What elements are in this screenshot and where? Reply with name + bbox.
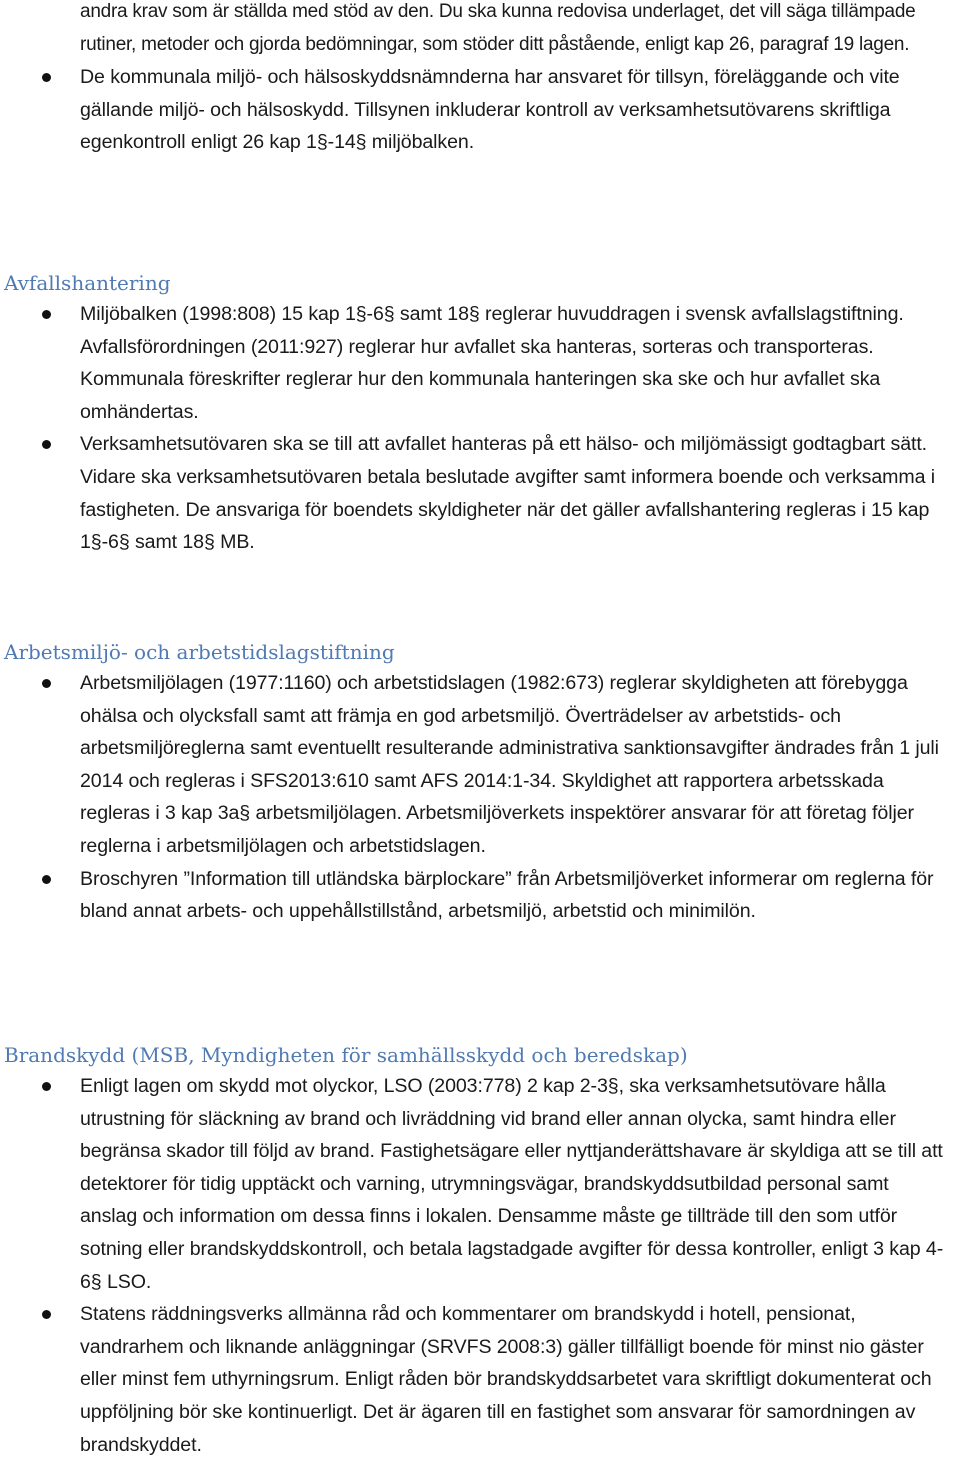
list-item-text: Statens räddningsverks allmänna råd och kommentarer om brandskydd i hotell, pensionat, vandrarhem och liknande anläggningar (SRVFS 2008:3) gäller tillfälligt boende för minst nio gäster eller minst fem uthyrningsrum. Enligt råden bör brandskyddsarbetet vara skriftligt dokumenterat och uppföljning bör ske kontinuerligt. Det är ägaren till en fastighet som ansvarar för samordningen av brandskyddet. bbox=[80, 1303, 932, 1456]
list-item-text: Miljöbalken (1998:808) 15 kap 1§-6§ samt 18§ reglerar huvuddragen i svensk avfallslagstiftning. Avfallsförordningen (2011:927) reglerar hur avfallet ska hanteras, sorteras och transporteras. Kommunala föreskrifter reglerar hur den kommunala hanteringen ska ske och hur avfallet ska omhändertas. bbox=[80, 303, 904, 423]
bullet-icon bbox=[42, 73, 51, 82]
section-heading: Avfallshantering bbox=[4, 271, 171, 295]
section-bullet-list bbox=[0, 667, 960, 928]
section-bullet-list bbox=[0, 1070, 960, 1461]
bullet-icon bbox=[42, 1310, 51, 1319]
bullet-icon bbox=[42, 310, 51, 319]
continuation-paragraph: andra krav som är ställda med stöd av den. Du ska kunna redovisa underlaget, det vill säga tillämpade rutiner, metoder och gjorda bedömningar, som stöder ditt påstående, enligt kap 26, paragraf 19 lagen. bbox=[80, 1, 916, 55]
list-item bbox=[0, 298, 960, 428]
list-item-text: Enligt lagen om skydd mot olyckor, LSO (2003:778) 2 kap 2-3§, ska verksamhetsutövare hålla utrustning för släckning av brand och livräddning vid brand eller annan olycka, samt hindra eller begränsa skador till följd av brand. Fastighetsägare eller nyttjanderättshavare är skyldiga att se till att detektorer för tidig upptäckt och varning, utrymningsvägar, brandskyddsutbildad personal samt anslag och information om dessa finns i lokalen. Densamme måste ge tillträde till den som utför sotning eller brandskyddskontroll, och betala lagstadgade avgifter för dessa kontroller, enligt 3 kap 4-6§ LSO. bbox=[80, 1075, 944, 1293]
section-arbetsmiljo bbox=[0, 637, 960, 928]
list-item bbox=[0, 863, 960, 928]
list-item bbox=[0, 667, 960, 863]
list-item bbox=[0, 1298, 960, 1461]
section-bullet-list bbox=[0, 298, 960, 559]
list-item-text: Arbetsmiljölagen (1977:1160) och arbetstidslagen (1982:673) reglerar skyldigheten att förebygga ohälsa och olycksfall samt att främja en god arbetsmiljö. Överträdelser av arbetstids- och arbetsmiljöreglerna samt eventuellt resulterande administrativa sanktionsavgifter ändrades från 1 juli 2014 och regleras i SFS2013:610 samt AFS 2014:1-34. Skyldighet att rapportera arbetsskada regleras i 3 kap 3a§ arbetsmiljölagen. Arbetsmiljöverkets inspektörer ansvarar för att företag följer reglerna i arbetsmiljölagen och arbetstidslagen. bbox=[80, 672, 939, 857]
list-item bbox=[0, 428, 960, 558]
bullet-icon bbox=[42, 440, 51, 449]
list-item-text: Broschyren ”Information till utländska bärplockare” från Arbetsmiljöverket informerar om reglerna för bland annat arbets- och uppehållstillstånd, arbetsmiljö, arbetstid och minimilön. bbox=[80, 867, 934, 923]
section-avfallshantering bbox=[0, 268, 960, 559]
list-item-text: De kommunala miljö- och hälsoskyddsnämnderna har ansvaret för tillsyn, föreläggande och vite gällande miljö- och hälsoskydd. Tillsynen inkluderar kontroll av verksamhetsutövarens skriftliga egenkontroll enligt 26 kap 1§-14§ miljöbalken. bbox=[80, 66, 900, 154]
bullet-icon bbox=[42, 875, 51, 884]
list-item-text: Verksamhetsutövaren ska se till att avfallet hanteras på ett hälso- och miljömässigt godtagbart sätt. Vidare ska verksamhetsutövaren betala beslutade avgifter samt informera boende och verksamma i fastigheten. De ansvariga för boendets skyldigheter när det gäller avfallshantering regleras i 15 kap 1§-6§ samt 18§ MB. bbox=[80, 433, 935, 554]
list-item bbox=[0, 1070, 960, 1298]
section-heading: Brandskydd (MSB, Myndigheten för samhällsskydd och beredskap) bbox=[4, 1043, 688, 1067]
section-brandskydd bbox=[0, 1040, 960, 1461]
intro-bullet-list bbox=[0, 61, 960, 159]
bullet-icon bbox=[42, 679, 51, 688]
section-heading: Arbetsmiljö- och arbetstidslagstiftning bbox=[4, 640, 395, 664]
list-item bbox=[0, 61, 960, 159]
intro-block bbox=[0, 0, 960, 159]
bullet-icon bbox=[42, 1082, 51, 1091]
